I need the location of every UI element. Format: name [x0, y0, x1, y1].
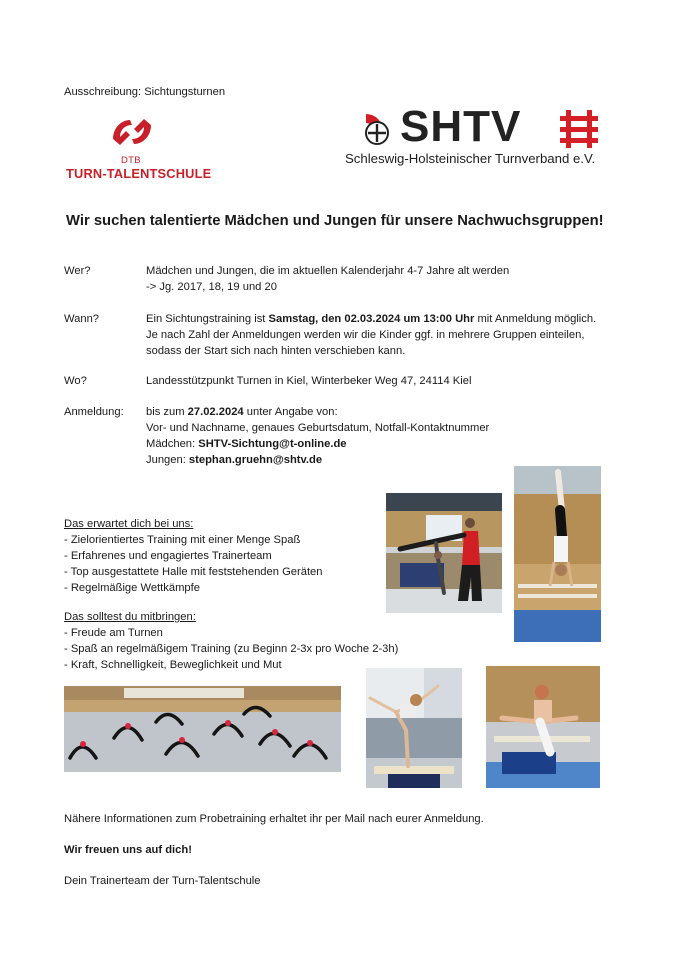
photo-coach-spotting — [386, 493, 502, 613]
wann-line-2: Je nach Zahl der Anmeldungen werden wir die Kinder ggf. in mehrere Gruppen einteilen, — [146, 329, 585, 341]
wann-date: Samstag, den 02.03.2024 um 13:00 Uhr — [268, 313, 475, 325]
photo-handstand-bars — [514, 466, 601, 642]
maedchen-line — [146, 436, 347, 452]
footer-info: Nähere Informationen zum Probetraining erhaltet ihr per Mail nach eurer Anmeldung. — [64, 813, 484, 825]
shtv-wordmark: SHTV — [400, 102, 522, 151]
anmeldung-pre: bis zum — [146, 406, 188, 418]
wo-text: Landesstützpunkt Turnen in Kiel, Winterbeker Weg 47, 24114 Kiel — [146, 375, 472, 387]
wann-line-1 — [146, 311, 596, 327]
bring-item: - Kraft, Schnelligkeit, Beweglichkeit und Mut — [64, 659, 282, 671]
wann-post: mit Anmeldung möglich. — [474, 313, 597, 325]
maedchen-label: Mädchen: — [146, 438, 199, 450]
photo-balance-beam — [366, 668, 462, 788]
photo-boy-pommel — [486, 666, 600, 788]
wo-label: Wo? — [64, 375, 87, 387]
expect-title: Das erwartet dich bei uns: — [64, 518, 194, 530]
bring-title: Das solltest du mitbringen: — [64, 611, 196, 623]
photo-group-bridge — [64, 686, 341, 772]
dtb-small-text: DTB — [121, 155, 141, 166]
anmeldung-line-2: Vor- und Nachname, genaues Geburtsdatum, Notfall-Kontaktnummer — [146, 422, 490, 434]
wann-line-3: sodass der Start sich nach hinten verschieben kann. — [146, 345, 406, 357]
expect-item: - Top ausgestattete Halle mit feststehenden Geräten — [64, 566, 323, 578]
expect-item: - Erfahrenes und engagiertes Trainerteam — [64, 550, 272, 562]
jungen-email-link[interactable]: stephan.gruehn@shtv.de — [188, 454, 323, 466]
anmeldung-label: Anmeldung: — [64, 406, 124, 418]
dtb-talentschule-text: TURN-TALENTSCHULE — [66, 166, 212, 181]
wer-line-1: Mädchen und Jungen, die im aktuellen Kalenderjahr 4-7 Jahre alt werden — [146, 265, 510, 277]
expect-item: - Zielorientiertes Training mit einer Menge Spaß — [64, 534, 301, 546]
anmeldung-post: unter Angabe von: — [243, 406, 338, 418]
anmeldung-date: 27.02.2024 — [187, 406, 244, 418]
shtv-emblem-icon — [344, 109, 400, 153]
wer-label: Wer? — [64, 265, 91, 277]
wer-line-2: -> Jg. 2017, 18, 19 und 20 — [146, 281, 277, 293]
expect-item: - Regelmäßige Wettkämpfe — [64, 582, 200, 594]
dtb-logo-icon — [110, 117, 154, 147]
wann-pre: Ein Sichtungstraining ist — [146, 313, 269, 325]
ausschreibung-label: Ausschreibung: Sichtungsturnen — [64, 86, 226, 98]
jungen-line — [146, 452, 322, 468]
shtv-turnerkreuz-icon — [558, 108, 600, 150]
anmeldung-line-1 — [146, 404, 338, 420]
wann-label: Wann? — [64, 313, 100, 325]
bring-item: - Freude am Turnen — [64, 627, 163, 639]
headline: Wir suchen talentierte Mädchen und Jungen für unsere Nachwuchsgruppen! — [66, 213, 604, 229]
footer-greeting: Wir freuen uns auf dich! — [64, 844, 192, 856]
maedchen-email-link[interactable]: SHTV-Sichtung@t-online.de — [198, 438, 347, 450]
shtv-subtitle: Schleswig-Holsteinischer Turnverband e.V. — [345, 151, 596, 166]
jungen-label: Jungen: — [146, 454, 189, 466]
bring-item: - Spaß an regelmäßigem Training (zu Beginn 2-3x pro Woche 2-3h) — [64, 643, 399, 655]
footer-signature: Dein Trainerteam der Turn-Talentschule — [64, 875, 261, 887]
